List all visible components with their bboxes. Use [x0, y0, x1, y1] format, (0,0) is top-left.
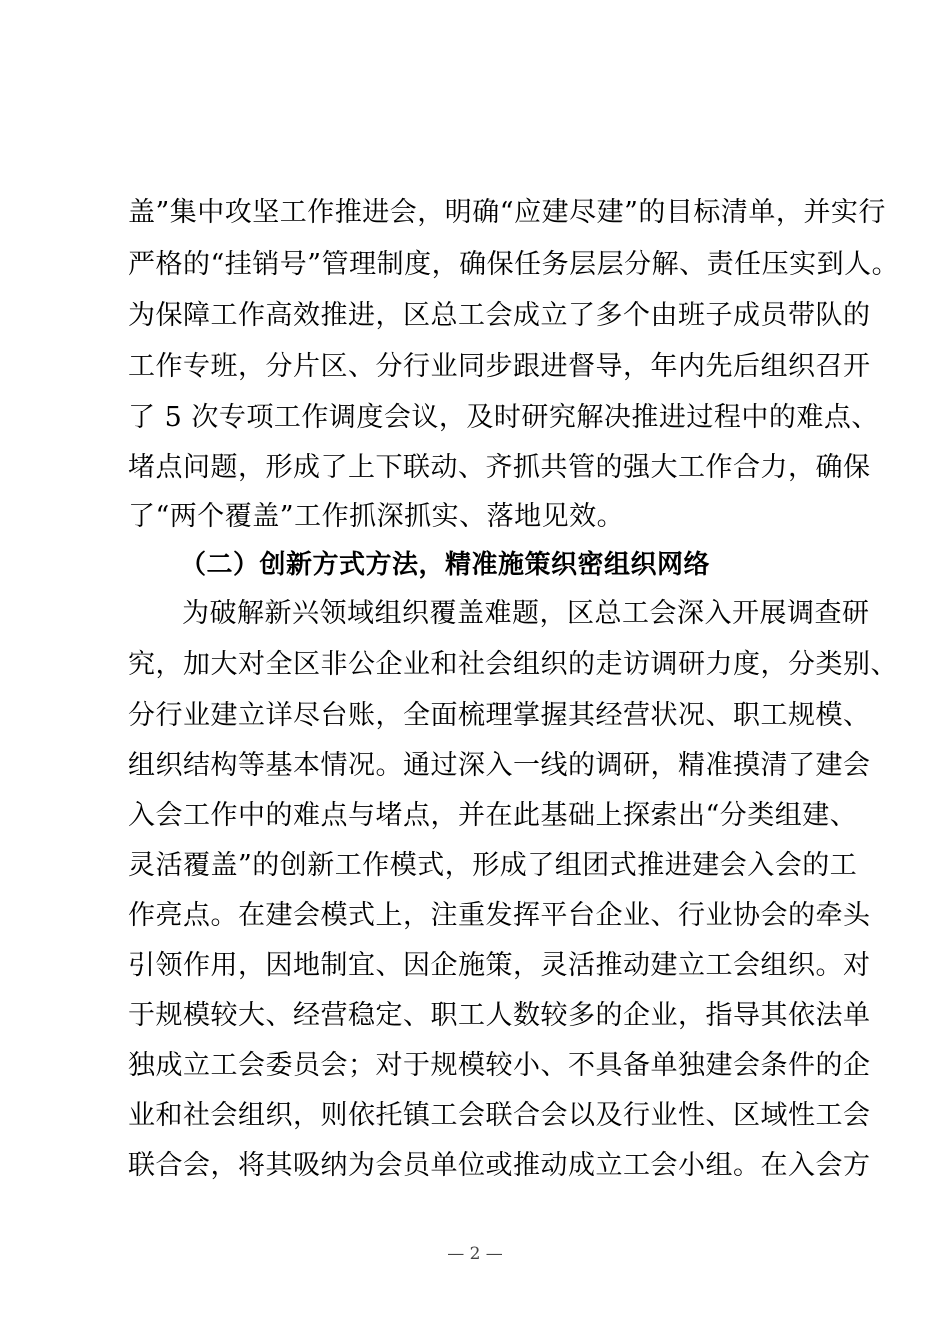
- body-text-line: 灵活覆盖”的创新工作模式，形成了组团式推进建会入会的工: [128, 850, 858, 881]
- body-text-line: 堵点问题，形成了上下联动、齐抓共管的强大工作合力，确保: [128, 452, 871, 483]
- body-text-line: 于规模较大、经营稳定、职工人数较多的企业，指导其依法单: [128, 1000, 871, 1031]
- body-text-line: 了“两个覆盖”工作抓深抓实、落地见效。: [128, 501, 625, 532]
- body-text-line: 业和社会组织，则依托镇工会联合会以及行业性、区域性工会: [128, 1100, 871, 1131]
- body-text-line: 组织结构等基本情况。通过深入一线的调研，精准摸清了建会: [128, 750, 871, 781]
- page-number: — 2 —: [447, 1244, 503, 1264]
- body-text-line: 引领作用，因地制宜、因企施策，灵活推动建立工会组织。对: [128, 950, 871, 981]
- body-text-line: 了 5 次专项工作调度会议，及时研究解决推进过程中的难点、: [128, 402, 879, 433]
- body-text-line: 入会工作中的难点与堵点，并在此基础上探索出“分类组建、: [128, 800, 858, 831]
- body-text-line: 为破解新兴领域组织覆盖难题，区总工会深入开展调查研: [182, 598, 870, 629]
- body-text-line: 为保障工作高效推进，区总工会成立了多个由班子成员带队的: [128, 300, 871, 331]
- body-text-line: 作亮点。在建会模式上，注重发挥平台企业、行业协会的牵头: [128, 900, 871, 931]
- body-text-line: 严格的“挂销号”管理制度，确保任务层层分解、责任压实到人。: [128, 249, 900, 280]
- body-text-line: 工作专班，分片区、分行业同步跟进督导，年内先后组织召开: [128, 351, 871, 382]
- body-text-line: 独成立工会委员会；对于规模较小、不具备单独建会条件的企: [128, 1050, 871, 1081]
- body-text-line: 盖”集中攻坚工作推进会，明确“应建尽建”的目标清单，并实行: [128, 197, 886, 228]
- body-text-line: 分行业建立详尽台账，全面梳理掌握其经营状况、职工规模、: [128, 700, 871, 731]
- body-text-line: 联合会，将其吸纳为会员单位或推动成立工会小组。在入会方: [128, 1150, 871, 1181]
- section-heading: （二）创新方式方法，精准施策织密组织网络: [180, 550, 711, 580]
- body-text-line: 究，加大对全区非公企业和社会组织的走访调研力度，分类别、: [128, 649, 898, 680]
